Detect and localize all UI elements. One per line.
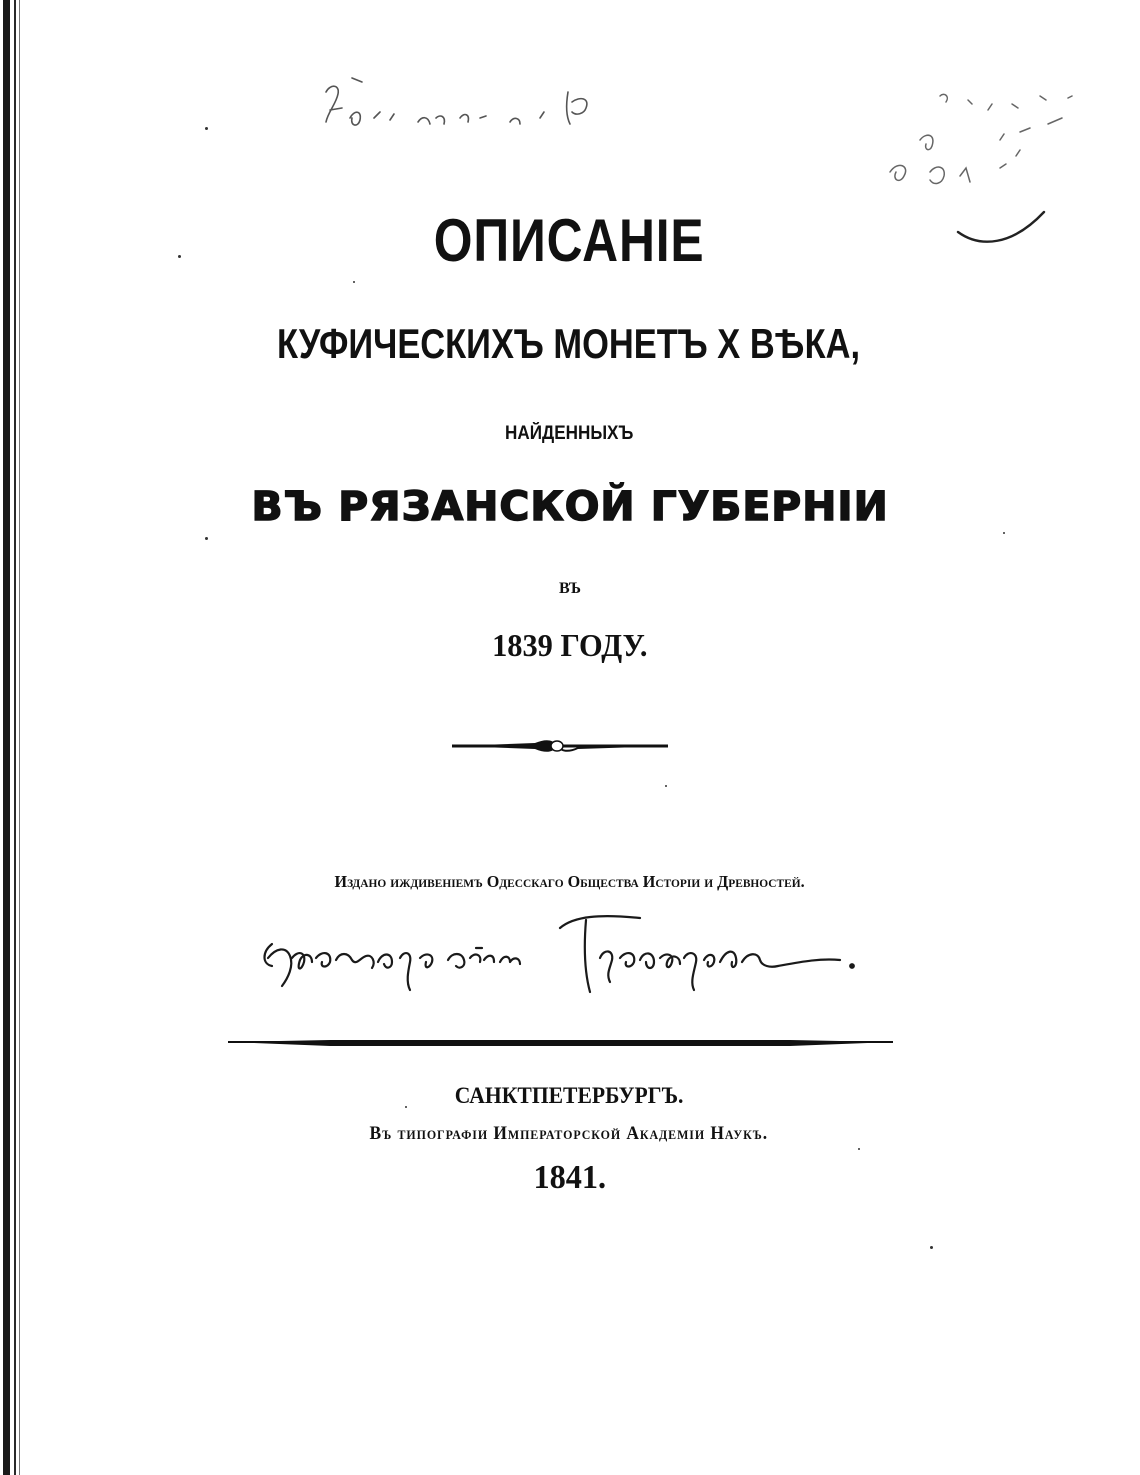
imprint-date: 1841.: [533, 1159, 607, 1196]
flourish-divider: [452, 740, 668, 752]
region-line: ВЪ РЯЗАНСКОЙ ГУБЕРНІИ: [251, 484, 889, 530]
paper-speck: [858, 1148, 860, 1150]
book-title: ОПИСАНІЕ: [433, 207, 705, 274]
imprint-printer: Въ типографіи Императорской Академіи Наукъ.: [369, 1123, 769, 1144]
publisher-line: Издано иждивеніемъ Одесскаго Общества Исторіи и Древностей.: [334, 872, 805, 891]
book-subtitle: КУФИЧЕСКИХЪ МОНЕТЪ X ВѢКА,: [276, 320, 861, 367]
handwritten-dedication: [265, 916, 854, 992]
paper-speck: [930, 1246, 933, 1249]
paper-speck: [205, 537, 208, 540]
paper-speck: [1003, 532, 1005, 534]
paper-speck: [178, 255, 181, 258]
paper-speck: [205, 127, 208, 130]
imprint-city: САНКТПЕТЕРБУРГЪ.: [454, 1083, 684, 1108]
paper-speck: [665, 785, 667, 787]
year-line: 1839 ГОДУ.: [492, 627, 648, 663]
paper-speck: [353, 281, 355, 283]
book-binding-edge: [0, 0, 22, 1475]
preposition-line: ВЪ: [558, 580, 582, 597]
paper-speck: [405, 1106, 407, 1108]
imprint-rule: [228, 1040, 893, 1046]
found-line: НАЙДЕННЫХЪ: [505, 423, 634, 444]
handwritten-top-note: [326, 78, 587, 125]
